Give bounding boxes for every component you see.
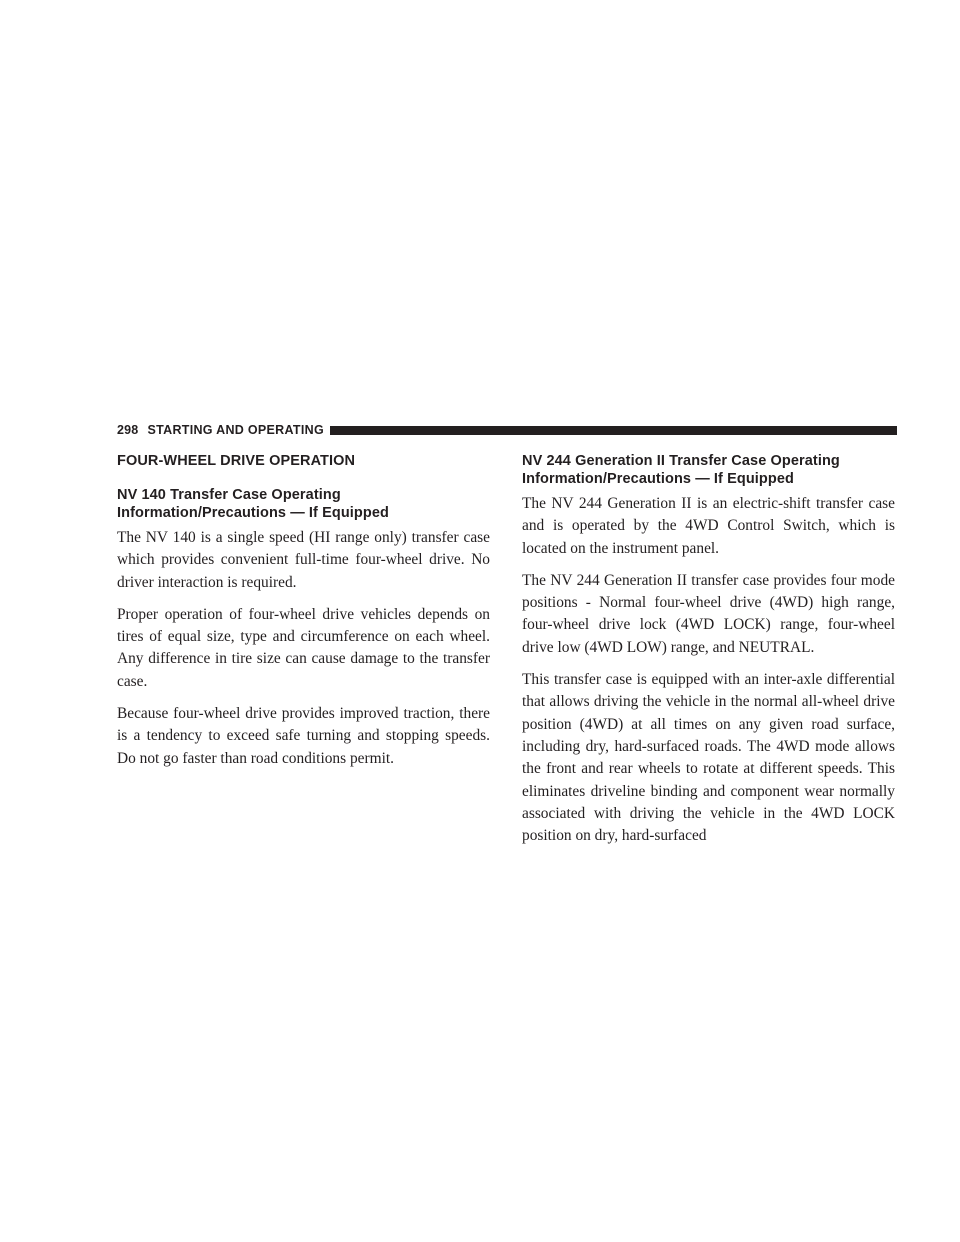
page-header bbox=[117, 418, 897, 442]
section-title: STARTING AND OPERATING bbox=[147, 423, 324, 437]
header-rule bbox=[330, 426, 897, 435]
left-column bbox=[117, 452, 490, 780]
right-column bbox=[522, 452, 895, 857]
paragraph: Proper operation of four-wheel drive vehicles depends on tires of equal size, type and circumference on each wheel. Any difference in tire size can cause damage to the transfer case. bbox=[117, 605, 490, 690]
paragraph: Because four-wheel drive provides improved traction, there is a tendency to exceed safe turning and stopping speeds. Do not go faster than road conditions permit. bbox=[117, 705, 490, 767]
page-number: 298 bbox=[117, 423, 139, 437]
paragraph: The NV 244 Generation II transfer case provides four mode positions - Normal four-wheel drive (4WD) high range, four-wheel drive lock (4WD LOCK) range, four-wheel drive low (4WD LOW) range, and NEUTRAL. bbox=[522, 571, 895, 656]
paragraph: The NV 140 is a single speed (HI range only) transfer case which provides convenient full-time four-wheel drive. No driver interaction is required. bbox=[117, 529, 490, 591]
nv244-heading: NV 244 Generation II Transfer Case Operating Information/Precautions — If Equipped bbox=[522, 453, 840, 487]
paragraph: This transfer case is equipped with an inter-axle differential that allows driving the vehicle in the normal all-wheel drive position (4WD) at all times on any given road surface, including dry, hard-surfaced roads. The 4WD mode allows the front and rear wheels to rotate at different speeds. This eliminates driveline binding and component wear normally associated with driving the vehicle in the 4WD LOCK position on dry, hard-surfaced bbox=[522, 671, 895, 845]
main-heading: FOUR-WHEEL DRIVE OPERATION bbox=[117, 453, 356, 469]
nv140-heading: NV 140 Transfer Case Operating Information/Precautions — If Equipped bbox=[117, 487, 389, 521]
paragraph: The NV 244 Generation II is an electric-shift transfer case and is operated by the 4WD Control Switch, which is located on the instrument panel. bbox=[522, 495, 895, 557]
